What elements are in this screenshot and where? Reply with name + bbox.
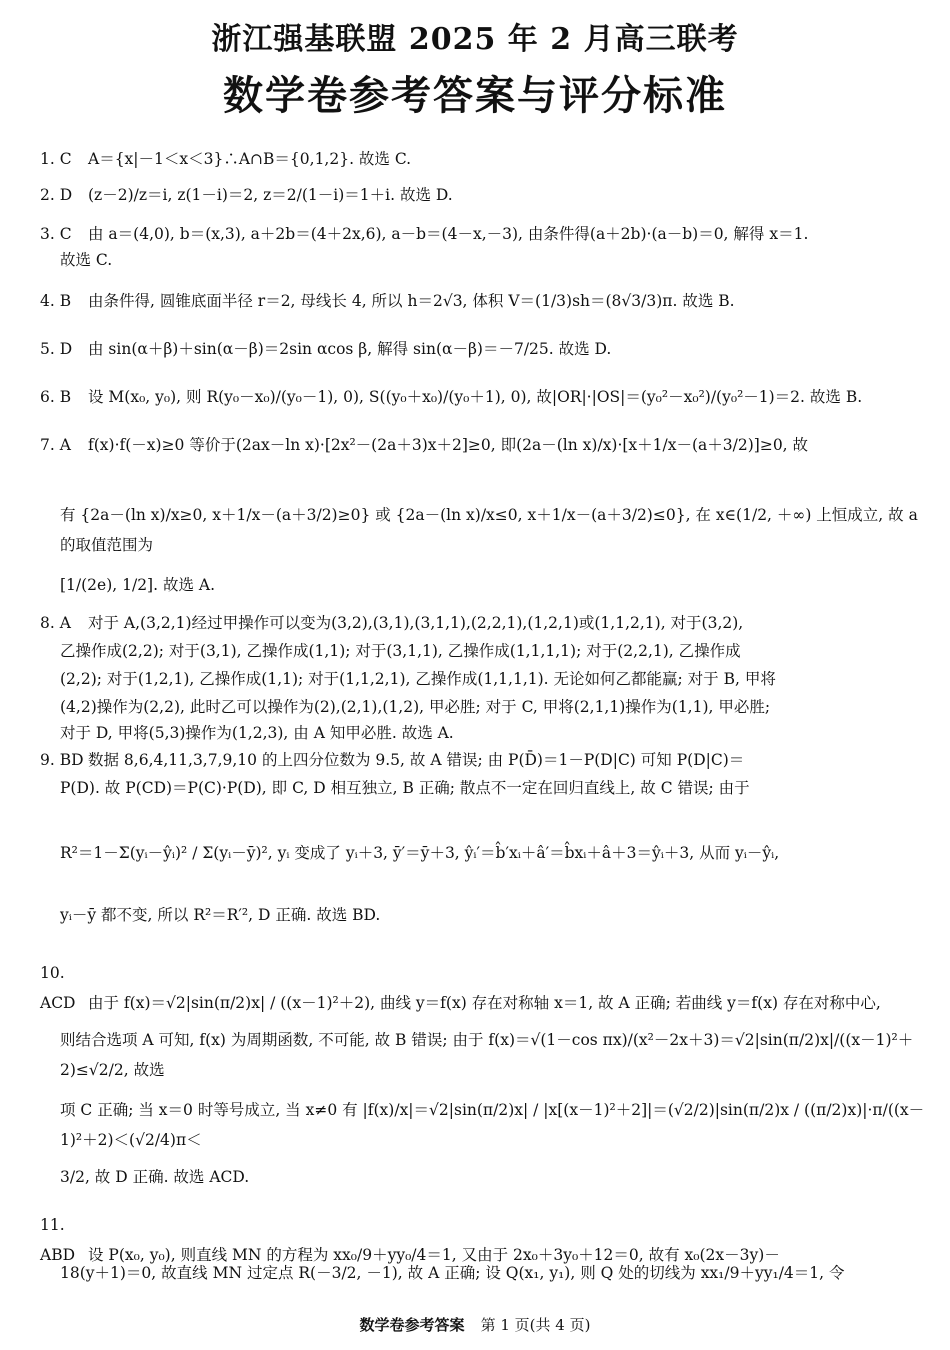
page-subtitle: 数学卷参考答案与评分标准 [223,72,727,119]
answer-7 [40,430,915,460]
answer-text: 由条件得, 圆锥底面半径 r＝2, 母线长 4, 所以 h＝2√3, 体积 V＝(1/3)sh＝(8√3/3)π. 故选 B. [88,292,735,310]
answer-text: 乙操作成(2,2); 对于(3,1), 乙操作成(1,1); 对于(3,1,1), 乙操作成(1,1,1,1); 对于(2,2,1), 乙操作成 [60,642,741,660]
answer-text: 18(y＋1)＝0, 故直线 MN 过定点 R(－3/2, －1), 故 A 正确; 设 Q(x₁, y₁), 则 Q 处的切线为 xx₁/9＋yy₁/4＝1, 令 [60,1264,845,1282]
answer-text: 设 P(x₀, y₀), 则直线 MN 的方程为 xx₀/9＋yy₀/4＝1, 又由于 2x₀＋3y₀＋12＝0, 故有 x₀(2x－3y)－ [88,1246,780,1264]
answer-text: (4,2)操作为(2,2), 此时乙可以操作为(2),(2,1),(1,2), 甲必胜; 对于 C, 甲将(2,1,1)操作为(1,1), 甲必胜; [60,698,771,716]
answer-10-cont2 [40,1095,935,1155]
answer-10 [40,958,915,1018]
answer-text: yᵢ－ȳ 都不变, 所以 R²＝R′², D 正确. 故选 BD. [60,906,381,924]
answer-number: 4. B [40,292,72,310]
answer-text: 故选 C. [60,251,113,269]
answer-text: (z－2)/z＝i, z(1－i)＝2, z＝2/(1－i)＝1＋i. 故选 D. [88,186,453,204]
answer-2 [40,180,915,210]
answer-9-cont2 [40,838,935,868]
answer-number: 8. A [40,614,71,632]
answer-6 [40,382,915,412]
answer-9-cont3 [40,900,935,930]
answer-text: 项 C 正确; 当 x＝0 时等号成立, 当 x≠0 有 |f(x)/x|＝√2|sin(π/2)x| / |x[(x－1)²＋2]|＝(√2/2)|sin(π/2)x / ((π/2)x)|·π/((x－1)²＋2)＜(√2/4)π＜ [60,1101,925,1149]
answer-number: 1. C [40,150,72,168]
answer-text: R²＝1－Σ(yᵢ－ŷᵢ)² / Σ(yᵢ－ȳ)², yᵢ 变成了 yᵢ＋3, ȳ′＝ȳ＋3, ŷᵢ′＝b̂′xᵢ＋â′＝b̂xᵢ＋â＋3＝ŷᵢ＋3, 从而 yᵢ－ŷᵢ, [60,844,780,862]
answer-text: [1/(2e), 1/2]. 故选 A. [60,576,216,594]
answer-text: 设 M(x₀, y₀), 则 R(y₀－x₀)/(y₀－1), 0), S((y₀＋x₀)/(y₀＋1), 0), 故|OR|·|OS|＝(y₀²－x₀²)/(y₀²－1)＝2. 故选 B. [88,388,863,406]
answer-number: 7. A [40,436,71,454]
answer-text: f(x)·f(－x)≥0 等价于(2ax－ln x)·[2x²－(2a＋3)x＋2]≥0, 即(2a－(ln x)/x)·[x＋1/x－(a＋3/2)]≥0, 故 [88,436,809,454]
answer-text: 由 sin(α＋β)＋sin(α－β)＝2sin αcos β, 解得 sin(α－β)＝－7/25. 故选 D. [88,340,612,358]
answer-text: 数据 8,6,4,11,3,7,9,10 的上四分位数为 9.5, 故 A 错误; 由 P(D̄)＝1－P(D|C) 可知 P(D|C)＝ [88,751,745,769]
answer-text: 由 a＝(4,0), b＝(x,3), a＋2b＝(4＋2x,6), a－b＝(4－x,－3), 由条件得(a＋2b)·(a－b)＝0, 解得 x＝1. [88,225,809,243]
page-footer [0,1314,950,1335]
answer-text: A＝{x|－1＜x＜3}∴A∩B＝{0,1,2}. 故选 C. [88,150,412,168]
answer-text: 有 {2a－(ln x)/x≥0, x＋1/x－(a＋3/2)≥0} 或 {2a－(ln x)/x≤0, x＋1/x－(a＋3/2)≤0}, 在 x∈(1/2, ＋∞) 上恒成立, 故 a 的取值范围为 [60,506,918,554]
answer-8 [40,608,915,638]
answer-9 [40,745,915,775]
answer-number: 9. BD [40,751,84,769]
answer-1 [40,144,915,174]
answer-number: 2. D [40,186,73,204]
answer-8-cont [40,636,935,666]
answer-4 [40,286,915,316]
answer-text: 对于 A,(3,2,1)经过甲操作可以变为(3,2),(3,1),(3,1,1),(2,2,1),(1,2,1)或(1,1,2,1), 对于(3,2), [88,614,744,632]
answer-text: 对于 D, 甲将(5,3)操作为(1,2,3), 由 A 知甲必胜. 故选 A. [60,724,454,742]
answer-text: 由于 f(x)＝√2|sin(π/2)x| / ((x－1)²＋2), 曲线 y＝f(x) 存在对称轴 x＝1, 故 A 正确; 若曲线 y＝f(x) 存在对称中心, [88,994,881,1012]
answer-10-cont [40,1025,935,1085]
answer-9-cont [40,773,935,803]
answer-text: (2,2); 对于(1,2,1), 乙操作成(1,1); 对于(1,1,2,1), 乙操作成(1,1,1,1). 无论如何乙都能赢; 对于 B, 甲将 [60,670,776,688]
answer-7-cont2 [40,570,935,600]
answer-text: P(D). 故 P(CD)＝P(C)·P(D), 即 C, D 相互独立, B 正确; 散点不一定在回归直线上, 故 C 错误; 由于 [60,779,750,797]
footer-label: 数学卷参考答案 [359,1316,465,1334]
answer-5 [40,334,915,364]
answer-10-cont3 [40,1162,935,1192]
answer-number: 5. D [40,340,73,358]
page-title: 浙江强基联盟 2025 年 2 月高三联考 [211,22,739,57]
answer-text: 则结合选项 A 可知, f(x) 为周期函数, 不可能, 故 B 错误; 由于 f(x)＝√(1－cos πx)/(x²－2x＋3)＝√2|sin(π/2)x|/((x－1)²＋2)≤√2/2, 故选 [60,1031,914,1079]
answer-number: 3. C [40,225,72,243]
answer-number: 11. ABD [40,1216,76,1264]
answer-number: 10. ACD [40,964,76,1012]
answer-text: 3/2, 故 D 正确. 故选 ACD. [60,1168,250,1186]
answer-7-cont [40,500,935,560]
answer-number: 6. B [40,388,72,406]
answer-8-cont2 [40,664,935,694]
answer-3-cont [40,245,935,275]
answer-8-cont4 [40,718,935,748]
answer-11-cont [40,1258,935,1288]
page-number: 第 1 页(共 4 页) [480,1316,591,1334]
